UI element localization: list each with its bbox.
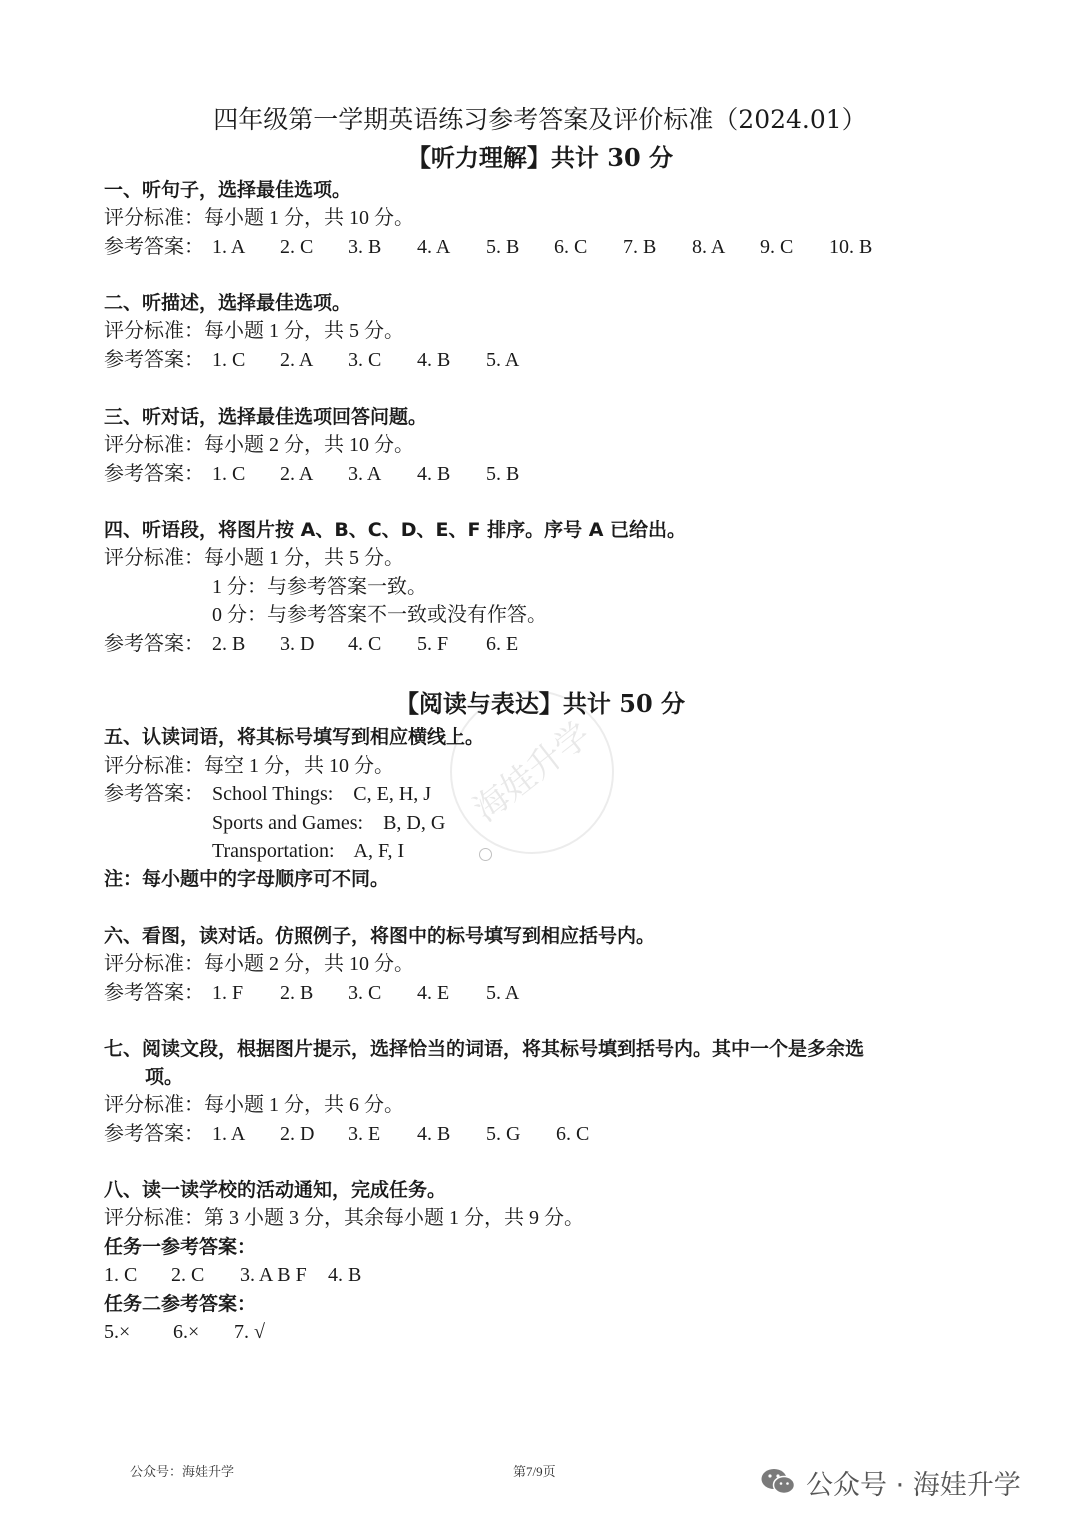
q3-criteria: 评分标准：每小题 2 分，共 10 分。 xyxy=(104,434,414,456)
q7-criteria: 评分标准：每小题 1 分，共 6 分。 xyxy=(104,1094,404,1116)
answer-item: 2. C xyxy=(171,1264,205,1286)
q8-task2-label: 任务二参考答案： xyxy=(104,1293,257,1315)
answer-item: 1. A xyxy=(212,236,246,258)
answer-item: 7. √ xyxy=(234,1321,265,1343)
answer-item: 4. B xyxy=(328,1264,362,1286)
answer-item: 2. B xyxy=(212,633,246,655)
q5-criteria: 评分标准：每空 1 分，共 10 分。 xyxy=(104,755,394,777)
answer-item: 7. B xyxy=(623,236,657,258)
answer-item: 3. A xyxy=(348,463,382,485)
answer-item: 2. B xyxy=(280,982,314,1004)
answer-item: 8. A xyxy=(692,236,726,258)
section-listening-title: 【听力理解】共计 30 分 xyxy=(406,143,674,172)
answer-item: 6.× xyxy=(173,1321,200,1343)
answer-item: 1. C xyxy=(212,463,246,485)
q5-sports-games: Sports and Games: B, D, G xyxy=(212,812,446,834)
q8-task1-label: 任务一参考答案： xyxy=(104,1236,257,1258)
q8-heading: 八、读一读学校的活动通知，完成任务。 xyxy=(104,1179,447,1201)
answer-item: 6. C xyxy=(556,1123,590,1145)
q1-heading: 一、听句子，选择最佳选项。 xyxy=(104,179,352,201)
answer-item: 3. B xyxy=(348,236,382,258)
q4-criteria: 评分标准：每小题 1 分，共 5 分。 xyxy=(104,547,404,569)
q8-criteria: 评分标准：第 3 小题 3 分，其余每小题 1 分，共 9 分。 xyxy=(104,1207,584,1229)
q5-school-things: School Things: C, E, H, J xyxy=(212,783,432,805)
watermark-text: 海娃升学 xyxy=(466,714,599,830)
q7-heading: 七、阅读文段，根据图片提示，选择恰当的词语，将其标号填到括号内。其中一个是多余选 xyxy=(104,1038,865,1060)
answer-label: 参考答案： xyxy=(104,463,204,485)
answer-item: 9. C xyxy=(760,236,794,258)
answer-item: 4. A xyxy=(417,236,451,258)
answer-item: 10. B xyxy=(829,236,873,258)
answer-item: 2. D xyxy=(280,1123,315,1145)
q5-note: 注：每小题中的字母顺序可不同。 xyxy=(104,868,390,890)
answer-item: 1. F xyxy=(212,982,244,1004)
q6-heading: 六、看图，读对话。仿照例子，将图中的标号填写到相应括号内。 xyxy=(104,925,656,947)
q5-transportation: Transportation: A, F, I xyxy=(212,840,405,862)
answer-item: 4. B xyxy=(417,463,451,485)
answer-item: 3. C xyxy=(348,982,382,1004)
footer-page-number: 第7/9页 xyxy=(513,1464,556,1479)
answer-item: 5.× xyxy=(104,1321,131,1343)
answer-item: 2. A xyxy=(280,463,314,485)
answer-item: 5. G xyxy=(486,1123,521,1145)
answer-item: 2. C xyxy=(280,236,314,258)
answer-item: 3. C xyxy=(348,349,382,371)
answer-item: 4. C xyxy=(348,633,382,655)
answer-label: 参考答案： xyxy=(104,783,204,805)
q1-criteria: 评分标准：每小题 1 分，共 10 分。 xyxy=(104,207,414,229)
wechat-brand xyxy=(760,1462,1021,1502)
watermark-dot xyxy=(479,848,492,861)
answer-item: 2. A xyxy=(280,349,314,371)
answer-item: 6. C xyxy=(554,236,588,258)
answer-item: 3. E xyxy=(348,1123,381,1145)
answer-item: 4. E xyxy=(417,982,450,1004)
answer-label: 参考答案： xyxy=(104,633,204,655)
answer-label: 参考答案： xyxy=(104,349,204,371)
answer-item: 6. E xyxy=(486,633,519,655)
answer-label: 参考答案： xyxy=(104,982,204,1004)
q5-heading: 五、认读词语，将其标号填写到相应横线上。 xyxy=(104,726,485,748)
answer-item: 5. B xyxy=(486,463,520,485)
answer-item: 5. B xyxy=(486,236,520,258)
q4-rule-zero: 0 分：与参考答案不一致或没有作答。 xyxy=(212,604,547,626)
answer-label: 参考答案： xyxy=(104,236,204,258)
q2-heading: 二、听描述，选择最佳选项。 xyxy=(104,292,352,314)
answer-item: 5. A xyxy=(486,349,520,371)
page-title: 四年级第一学期英语练习参考答案及评价标准（2024.01） xyxy=(213,105,867,134)
section-reading-title: 【阅读与表达】共计 50 分 xyxy=(394,689,686,718)
brand-label: 公众号 · 海娃升学 xyxy=(806,1469,1021,1501)
answer-item: 5. F xyxy=(417,633,449,655)
q7-heading-cont: 项。 xyxy=(145,1066,184,1088)
answer-item: 1. C xyxy=(212,349,246,371)
q6-criteria: 评分标准：每小题 2 分，共 10 分。 xyxy=(104,953,414,975)
q2-criteria: 评分标准：每小题 1 分，共 5 分。 xyxy=(104,320,404,342)
answer-label: 参考答案： xyxy=(104,1123,204,1145)
answer-item: 5. A xyxy=(486,982,520,1004)
answer-item: 1. C xyxy=(104,1264,138,1286)
answer-item: 4. B xyxy=(417,1123,451,1145)
footer-account: 公众号：海娃升学 xyxy=(130,1464,235,1479)
answer-item: 3. A B F xyxy=(240,1264,307,1286)
answer-item: 3. D xyxy=(280,633,315,655)
wechat-icon xyxy=(760,1467,796,1497)
q4-rule-full: 1 分：与参考答案一致。 xyxy=(212,576,427,598)
answer-item: 1. A xyxy=(212,1123,246,1145)
answer-item: 4. B xyxy=(417,349,451,371)
q3-heading: 三、听对话，选择最佳选项回答问题。 xyxy=(104,406,428,428)
q4-heading: 四、听语段，将图片按 A、B、C、D、E、F 排序。序号 A 已给出。 xyxy=(104,519,687,541)
